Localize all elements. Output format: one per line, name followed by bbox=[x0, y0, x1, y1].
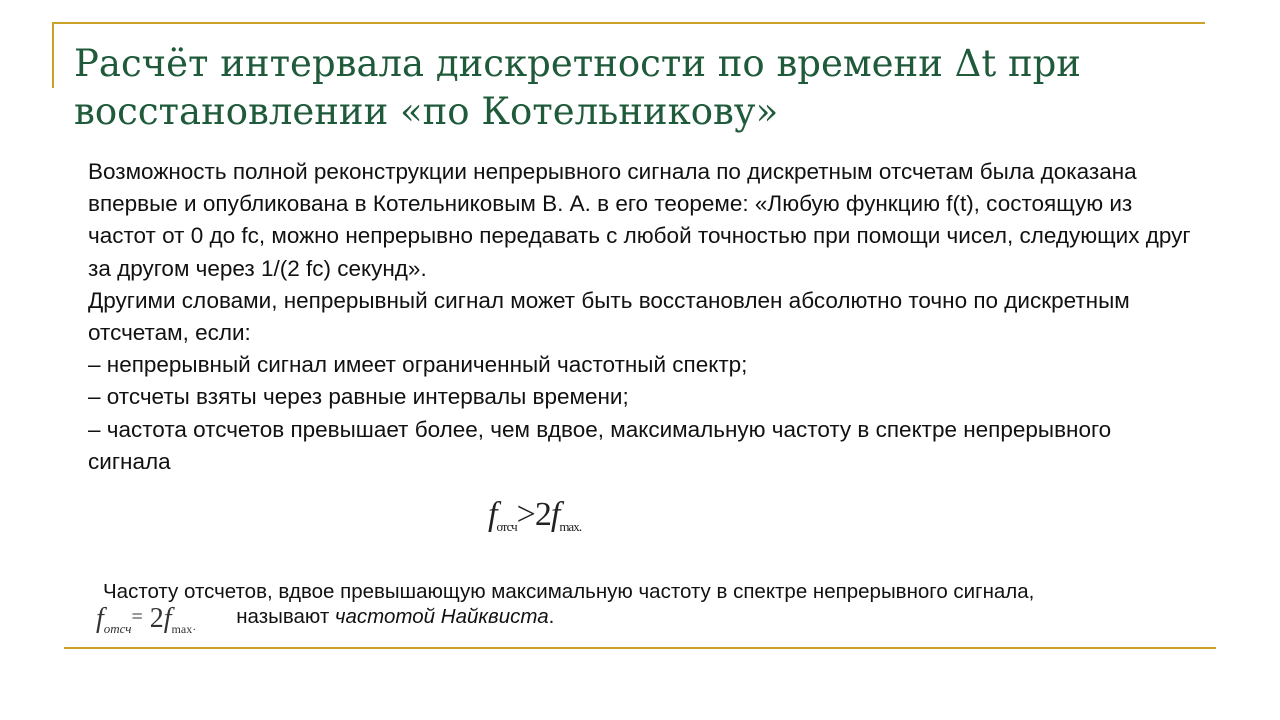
formula-end: . bbox=[578, 520, 582, 535]
formula-f: f bbox=[96, 603, 104, 634]
page-title: Расчёт интервала дискретности по времени Δt при восстановлении «по Котельникову» bbox=[74, 42, 1081, 133]
nyquist-definition bbox=[236, 605, 554, 628]
formula-operator: > bbox=[516, 496, 535, 533]
formula-eq: = bbox=[131, 606, 143, 628]
bottom-rule bbox=[64, 647, 1216, 649]
condition-item: – частота отсчетов превышает более, чем вдвое, максимальную частоту в спектре непрерывного сигнала bbox=[88, 416, 1112, 474]
formula-end: · bbox=[192, 622, 197, 636]
footer-line-1: Частоту отсчетов, вдвое превышающую максимальную частоту в спектре непрерывного сигнала, bbox=[103, 580, 1035, 603]
left-accent-rule bbox=[52, 22, 54, 88]
formula-sub: отсч bbox=[103, 621, 132, 636]
definition-suffix: . bbox=[548, 605, 555, 628]
nyquist-equality-formula bbox=[96, 603, 196, 634]
condition-item: – отсчеты взяты через равные интервалы времени; bbox=[88, 384, 629, 410]
formula-f2: f bbox=[163, 603, 172, 634]
nyquist-term: частотой Найквиста bbox=[334, 605, 549, 628]
footer-line-2 bbox=[96, 603, 554, 637]
paragraph-conditions-intro: Другими словами, непрерывный сигнал может быть восстановлен абсолютно точно по дискретным отсчетам, если: bbox=[88, 287, 1130, 346]
paragraph-theorem: Возможность полной реконструкции непрерывного сигнала по дискретным отсчетам была доказана впервые и опубликована в Котельниковым В. А. в его теореме: «Любую функцию f(t), состоящую из частот от 0 до fc, можно непрерывно передавать с любой точностью при помощи чисел, следующих друг за другом через 1/(2 fc) секунд». bbox=[88, 159, 1191, 281]
formula-coef: 2 bbox=[534, 496, 551, 533]
formula-f2: f bbox=[550, 496, 560, 533]
formula-coef: 2 bbox=[149, 603, 164, 634]
nyquist-inequality-formula bbox=[488, 496, 581, 536]
formula-sub-left: отсч bbox=[496, 519, 517, 534]
condition-item: – непрерывный сигнал имеет ограниченный частотный спектр; bbox=[88, 352, 748, 378]
formula-sub-right: max bbox=[559, 519, 579, 534]
formula-max: max bbox=[171, 622, 193, 636]
formula-f: f bbox=[488, 496, 497, 533]
main-text bbox=[88, 156, 1198, 478]
definition-prefix: называют bbox=[236, 605, 335, 628]
top-rule bbox=[52, 22, 1205, 24]
